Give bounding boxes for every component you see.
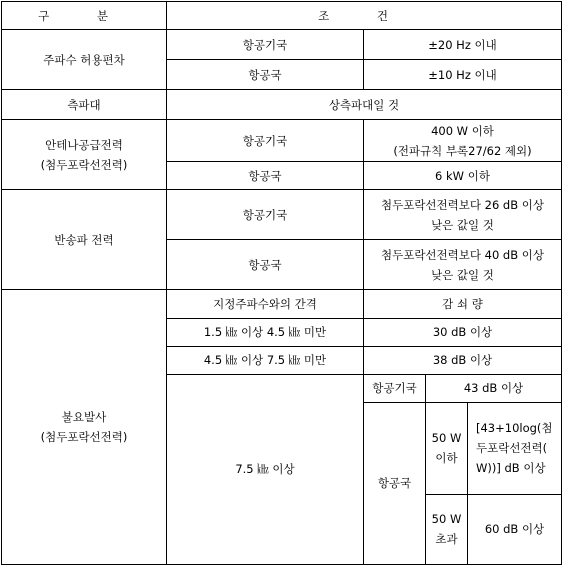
freq-ground-value: ±10 Hz 이내 bbox=[364, 60, 562, 90]
sideband-row bbox=[2, 90, 562, 120]
antenna-power-row-1 bbox=[2, 120, 562, 162]
spec-table bbox=[1, 1, 562, 565]
freq-aircraft-station: 항공기국 bbox=[167, 30, 364, 60]
carrier-ground-station: 항공국 bbox=[167, 240, 364, 290]
spurious-label: 불요발사 (첨두포락선전력) bbox=[2, 290, 167, 565]
antenna-aircraft-value: 400 W 이하 (전파규칙 부록27/62 제외) bbox=[364, 120, 562, 162]
spurious-above-aircraft-station: 항공기국 bbox=[364, 374, 426, 402]
spurious-attenuation-2: 38 dB 이상 bbox=[364, 346, 562, 374]
spurious-col-attenuation: 감 쇠 량 bbox=[364, 290, 562, 318]
spurious-le50-value: [43+10log(첨 두포락선전력( W))] dB 이상 bbox=[468, 402, 562, 494]
spurious-interval-2: 4.5 ㎑ 이상 7.5 ㎑ 미만 bbox=[167, 346, 364, 374]
antenna-ground-station: 항공국 bbox=[167, 162, 364, 190]
carrier-aircraft-value: 첨두포락선전력보다 26 dB 이상 낮은 값일 것 bbox=[364, 190, 562, 240]
spurious-col-interval: 지정주파수와의 간격 bbox=[167, 290, 364, 318]
header-condition: 조 건 bbox=[167, 2, 562, 30]
spurious-attenuation-1: 30 dB 이상 bbox=[364, 318, 562, 346]
freq-tolerance-label: 주파수 허용편차 bbox=[2, 30, 167, 90]
spurious-above-ground-station: 항공국 bbox=[364, 402, 426, 564]
carrier-aircraft-station: 항공기국 bbox=[167, 190, 364, 240]
header-category: 구 분 bbox=[2, 2, 167, 30]
carrier-ground-value: 첨두포락선전력보다 40 dB 이상 낮은 값일 것 bbox=[364, 240, 562, 290]
sideband-label: 측파대 bbox=[2, 90, 167, 120]
carrier-power-row-1 bbox=[2, 190, 562, 240]
freq-aircraft-value: ±20 Hz 이내 bbox=[364, 30, 562, 60]
freq-ground-station: 항공국 bbox=[167, 60, 364, 90]
sideband-value: 상측파대일 것 bbox=[167, 90, 562, 120]
header-row bbox=[2, 2, 562, 30]
spurious-interval-1: 1.5 ㎑ 이상 4.5 ㎑ 미만 bbox=[167, 318, 364, 346]
spurious-header-row bbox=[2, 290, 562, 318]
spurious-above-interval: 7.5 ㎑ 이상 bbox=[167, 374, 364, 564]
antenna-power-label: 안테나공급전력 (첨두포락선전력) bbox=[2, 120, 167, 190]
spurious-gt50-label: 50 W 초과 bbox=[426, 494, 468, 564]
freq-tolerance-row-1 bbox=[2, 30, 562, 60]
spurious-gt50-value: 60 dB 이상 bbox=[468, 494, 562, 564]
carrier-power-label: 반송파 전력 bbox=[2, 190, 167, 290]
antenna-aircraft-station: 항공기국 bbox=[167, 120, 364, 162]
spurious-above-aircraft-value: 43 dB 이상 bbox=[426, 374, 562, 402]
antenna-ground-value: 6 kW 이하 bbox=[364, 162, 562, 190]
spurious-le50-label: 50 W 이하 bbox=[426, 402, 468, 494]
